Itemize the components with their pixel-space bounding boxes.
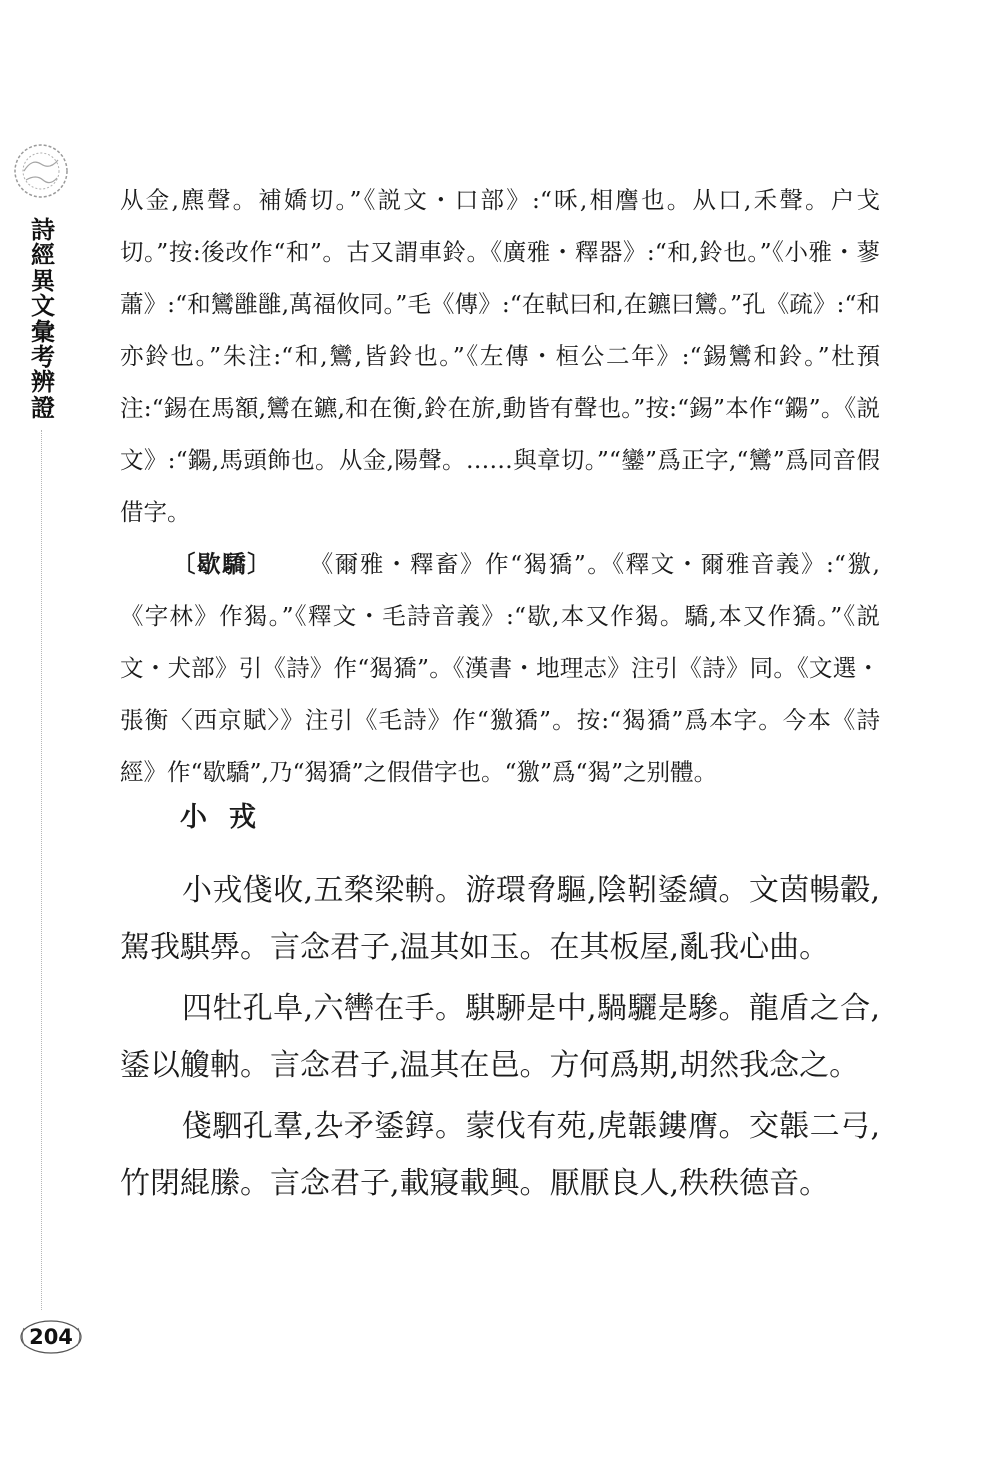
entry-head-word: 〔歇驕〕 (172, 550, 273, 578)
margin-dotted-rule (41, 430, 42, 1310)
poem-stanza: 小戎俴收,五楘梁輈。游環脅驅,陰靷鋈續。文茵暢轂,駕我騏馵。言念君子,温其如玉。在其板屋,亂我心曲。 (120, 873, 880, 965)
page-number-badge (18, 1318, 84, 1356)
entry-body: 《爾雅・釋畜》作“猲獢”。《釋文・爾雅音義》:“獥,《字林》作猲。”《釋文・毛詩音義》:“歇,本又作猲。驕,本又作獢。”《説文・犬部》引《詩》作“猲獢”。《漢書・地理志》注引《詩》同。《文選・張衡〈西京賦〉》注引《毛詩》作“獥獢”。按:“猲獢”爲本字。今本《詩經》作“歇驕”,乃“猲獢”之假借字也。“獥”爲“猲”之别體。 (120, 550, 880, 786)
poem-stanza: 俴駟孔羣,厹矛鋈錞。蒙伐有苑,虎韔鏤膺。交韔二弓,竹閉緄縢。言念君子,載寢載興。厭厭良人,秩秩德音。 (120, 1109, 880, 1201)
seal-ornament-icon (10, 140, 72, 202)
commentary-block (120, 174, 880, 798)
lexical-entry (120, 538, 880, 798)
section-title: 小戎 (180, 802, 278, 833)
page-number: 204 (29, 1325, 73, 1349)
commentary-paragraph: 从金,麃聲。補嬌切。”《説文・口部》:“咊,相譍也。从口,禾聲。户戈切。”按:後改作“和”。古又謂車鈴。《廣雅・釋器》:“和,鈴也。”《小雅・蓼蕭》:“和鸞雝雝,萬福攸同。”毛《傳》:“在軾曰和,在鑣曰鸞。”孔《疏》:“和亦鈴也。”朱注:“和,鸞,皆鈴也。”《左傳・桓公二年》:“錫鸞和鈴。”杜預注:“錫在馬額,鸞在鑣,和在衡,鈴在旂,動皆有聲也。”按:“錫”本作“鐊”。《説文》:“鐊,馬頭飾也。从金,陽聲。……與章切。”“鑾”爲正字,“鸞”爲同音假借字。 (120, 186, 880, 526)
running-head-book-title: 詩經異文彙考辨證 (31, 216, 55, 422)
poem-stanza: 四牡孔阜,六轡在手。騏駵是中,騧驪是驂。龍盾之合,鋈以觼軜。言念君子,温其在邑。方何爲期,胡然我念之。 (120, 991, 880, 1083)
poem-text (120, 862, 880, 1216)
